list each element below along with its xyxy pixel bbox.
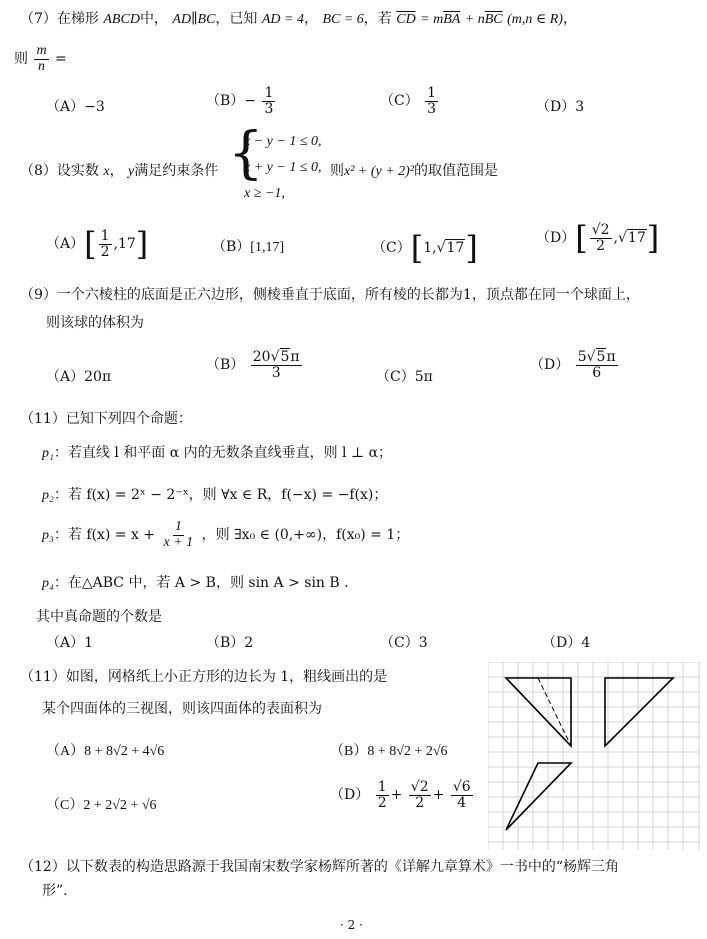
q11b-option-a[interactable]: （A）8 + 8√2 + 4√6 — [46, 744, 165, 759]
q7-option-c[interactable]: （C） $\frac{1}{3}$ — [380, 85, 437, 117]
q9-option-c[interactable]: （C）5π — [376, 369, 433, 385]
q7-option-b[interactable]: （B）− $\frac{1}{3}$ — [206, 85, 274, 117]
page-number: · 2 · — [340, 918, 363, 932]
q11a-p2: p₂：若 f(x) = 2ˣ − 2⁻ˣ，则 ∀x ∈ R，f(−x) = −f(x)； — [42, 487, 388, 503]
q11a-intro: （11）已知下列四个命题： — [20, 411, 192, 427]
q8-stem-right: 则x² + (y + 2)²的取值范围是 — [330, 163, 499, 179]
front-view-hidden-edge — [538, 678, 571, 746]
q11a-p1: p₁：若直线 l 和平面 α 内的无数条直线垂直，则 l ⊥ α； — [42, 445, 393, 461]
q11a-option-a[interactable]: （A）1 — [46, 635, 94, 651]
q12-line2: 形”. — [42, 883, 68, 899]
front-view — [506, 678, 571, 746]
q11b-option-d[interactable]: （D） $\frac{1}{2}$ + $\frac{√2}{2}$ + $\frac{√6}{4}$ — [330, 779, 471, 811]
q9-line2: 则该球的体积为 — [46, 315, 144, 331]
q11b-line2: 某个四面体的三视图，则该四面体的表面积为 — [42, 701, 322, 717]
q11a-option-c[interactable]: （C）3 — [380, 635, 428, 651]
q8-option-a[interactable]: （A）[ $\frac{1}{2}$ ,17] — [46, 225, 149, 263]
q8-option-c[interactable]: （C）[1,√17] — [372, 229, 478, 267]
q8-option-d[interactable]: （D）[ $\frac{√2}{2}$ ,√17] — [536, 219, 660, 257]
grid — [488, 662, 700, 850]
q11a-question: 其中真命题的个数是 — [36, 609, 162, 625]
q11b-option-c[interactable]: （C）2 + 2√2 + √6 — [46, 798, 157, 813]
q9-option-b[interactable]: （B） $\frac{20√5\pi}{3}$ — [206, 349, 300, 381]
q9-option-a[interactable]: （A）20π — [46, 369, 112, 385]
q7-stem: （7）在梯形 ABCD中， AD∥BC，已知 AD = 4， BC = 6，若 $\overline{CD} = m\overline{BA} + n\overline{BC}$ (m,n ∈ R)， — [20, 11, 577, 27]
q8-brace: { — [228, 121, 264, 186]
q9-line1: （9）一个六棱柱的底面是正六边形，侧棱垂直于底面，所有棱的长都为1，顶点都在同一个球面上， — [20, 287, 640, 303]
three-view-figure — [488, 662, 700, 850]
q11a-p3: p₃：若 f(x) = x + $\frac{1}{x + 1}$ ，则 ∃x₀ ∈ (0,+∞)，f(x₀) = 1； — [42, 519, 410, 550]
q8-stem-left: （8）设实数 x， y满足约束条件 — [20, 163, 219, 179]
q11b-line1: （11）如图，网格纸上小正方形的边长为 1，粗线画出的是 — [20, 669, 388, 685]
q8-constraint-1: x − y − 1 ≤ 0, — [244, 134, 322, 149]
q8-option-b[interactable]: （B）[1,17] — [212, 239, 285, 255]
q9-option-d[interactable]: （D） $\frac{5√5\pi}{6}$ — [530, 349, 616, 381]
q11a-option-b[interactable]: （B）2 — [206, 635, 254, 651]
q7-option-d[interactable]: （D）3 — [536, 99, 585, 115]
top-view — [506, 763, 571, 830]
q11b-option-b[interactable]: （B）8 + 8√2 + 2√6 — [330, 744, 448, 759]
q8-constraint-3: x ≥ −1, — [244, 186, 285, 201]
q8-constraint-2: x + y − 1 ≤ 0, — [244, 160, 322, 175]
q11a-p4: p₄：在△ABC 中，若 A > B，则 sin A > sin B . — [42, 575, 349, 591]
q11a-option-d[interactable]: （D）4 — [542, 635, 591, 651]
q12-line1: （12）以下数表的构造思路源于我国南宋数学家杨辉所著的《详解九章算术》一书中的“杨辉三角 — [20, 859, 619, 875]
q7-ask: 则 $\frac{m}{n}$ = — [14, 43, 67, 74]
side-view — [605, 678, 673, 746]
q7-option-a[interactable]: （A）−3 — [46, 99, 105, 115]
